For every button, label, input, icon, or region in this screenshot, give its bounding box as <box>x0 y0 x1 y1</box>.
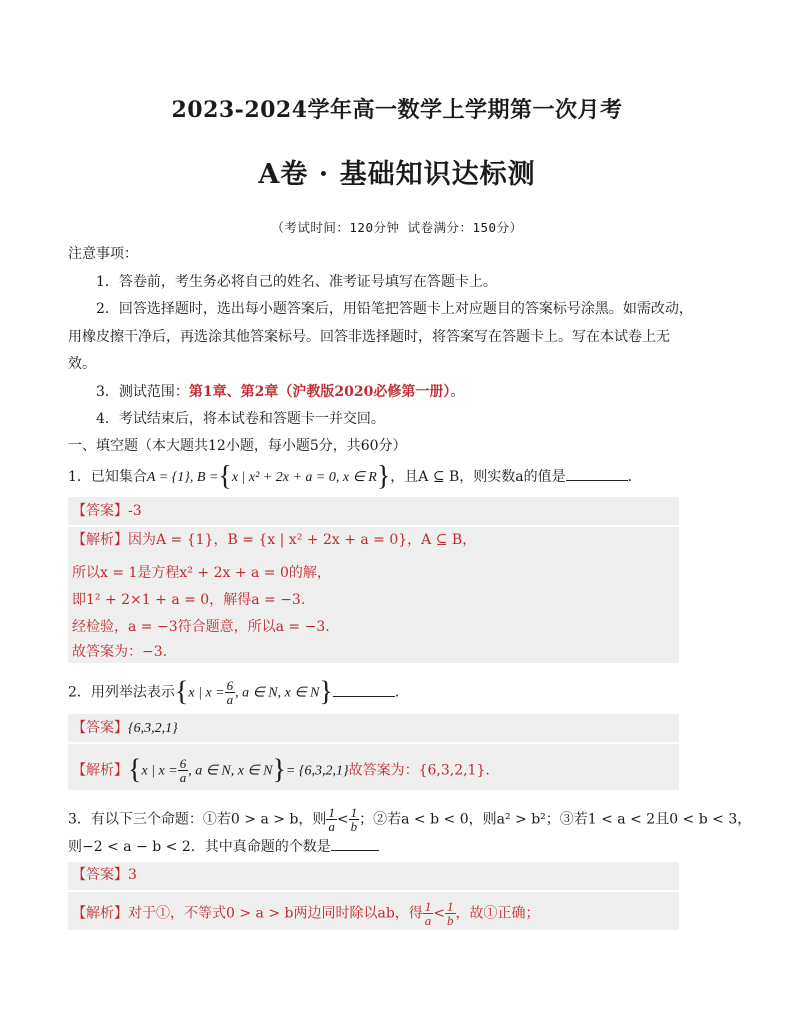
fraction <box>423 900 434 927</box>
exam-info: （考试时间：120分钟 试卷满分：150分） <box>271 220 523 235</box>
q3-analysis <box>72 900 540 927</box>
q2-prefix: 2．用列举法表示 <box>68 684 175 701</box>
answer-label: 【答案】 <box>72 503 128 519</box>
right-brace-icon: } <box>319 676 333 708</box>
right-brace-icon: } <box>376 461 391 492</box>
left-brace-icon: { <box>218 461 232 492</box>
q3-line2: 则−2 < a − b < 2．其中真命题的个数是 <box>68 839 331 855</box>
analysis-label: 【解析】 <box>72 532 128 548</box>
analysis-text-end: ，故①正确； <box>455 905 540 922</box>
q2-answer <box>72 718 178 739</box>
fraction-denominator: a <box>424 913 432 928</box>
note-item-3-prefix: 3．测试范围： <box>96 384 189 400</box>
note-item-4: 4．考试结束后，将本试卷和答题卡一并交回。 <box>96 411 385 427</box>
answer-value: -3 <box>128 503 142 519</box>
q2-analysis <box>72 754 490 786</box>
answer-blank[interactable] <box>333 682 395 697</box>
fraction <box>445 900 456 927</box>
test-range: 第1章、第2章（沪教版2020必修第一册） <box>188 384 451 400</box>
section-heading: 一、填空题（本大题共12小题，每小题5分，共60分） <box>68 438 407 454</box>
fraction-denominator: b <box>447 913 454 928</box>
answer-band <box>68 497 679 525</box>
less-than: < <box>336 811 349 828</box>
fraction <box>349 806 360 833</box>
note-item-3-suffix: 。 <box>450 384 465 400</box>
note-item-2-line-1: 2．回答选择题时，选出每小题答案后，用铅笔把答题卡上对应题目的答案标号涂黑。如需改动， <box>96 301 693 317</box>
answer-label: 【答案】 <box>72 867 128 883</box>
fraction-denominator: a <box>179 770 187 785</box>
fraction-numerator: 1 <box>328 805 335 820</box>
notes-heading: 注意事项： <box>68 246 138 262</box>
fraction-numerator: 6 <box>226 678 234 693</box>
analysis-label: 【解析】 <box>72 905 128 922</box>
fraction-numerator: 1 <box>447 899 454 914</box>
q2-set-pre: x | x = <box>188 685 225 701</box>
right-brace-icon: } <box>272 754 286 786</box>
answer-blank[interactable] <box>566 466 628 481</box>
left-brace-icon: { <box>128 754 142 786</box>
q3-answer <box>72 865 137 885</box>
answer-value: {6,3,2,1} <box>128 721 178 736</box>
fraction <box>178 757 189 784</box>
question-3-line-2 <box>68 836 379 857</box>
note-item-1: 1．答卷前，考生务必将自己的姓名、准考证号填写在答题卡上。 <box>96 274 497 290</box>
q2-analysis-tail: 故答案为：{6,3,2,1}. <box>348 762 490 779</box>
fraction <box>225 679 236 706</box>
q1-analysis-line-4: 经检验，a = −3符合题意，所以a = −3. <box>72 619 330 635</box>
q1-analysis-line-5: 故答案为：−3. <box>72 644 168 660</box>
exam-title: 2023-2024学年高一数学上学期第一次月考 <box>171 97 623 123</box>
answer-value: 3 <box>128 867 137 883</box>
fraction-numerator: 1 <box>350 805 358 820</box>
question-3-line-1 <box>68 806 751 833</box>
exam-subtitle: A卷 · 基础知识达标测 <box>258 159 536 190</box>
q2-analysis-eq: = {6,3,2,1} <box>285 763 349 779</box>
q2-analysis-set-post: , a ∈ N, x ∈ N <box>188 763 273 779</box>
analysis-text: 对于①，不等式0 > a > b两边同时除以ab，得 <box>128 905 423 922</box>
answer-blank[interactable] <box>331 836 379 851</box>
fraction-denominator: a <box>328 819 335 834</box>
fraction-numerator: 1 <box>424 899 432 914</box>
q1-answer <box>72 501 142 521</box>
fraction-numerator: 6 <box>179 756 187 771</box>
q2-analysis-set-pre: x | x = <box>141 763 178 779</box>
analysis-label: 【解析】 <box>72 762 128 779</box>
note-item-2-line-2: 用橡皮擦干净后，再选涂其他答案标号。回答非选择题时，将答案写在答题卡上。写在本试卷上无 <box>68 329 670 345</box>
note-item-2-line-3: 效。 <box>68 356 96 372</box>
question-2 <box>68 676 409 708</box>
q1-analysis-line-2: 所以x = 1是方程x² + 2x + a = 0的解， <box>72 565 331 581</box>
q1-prefix: 1．已知集合 <box>68 469 147 485</box>
less-than: < <box>433 905 446 922</box>
note-item-3 <box>96 382 464 402</box>
q1-set-b-body: x | x² + 2x + a = 0, x ∈ R <box>231 470 377 485</box>
q3-line1-a: 3．有以下三个命题：①若0 > a > b，则 <box>68 811 327 828</box>
q1-mid: ，且A ⊆ B，则实数a的值是 <box>390 469 566 485</box>
q1-set-a: A = {1} <box>146 470 190 485</box>
answer-label: 【答案】 <box>72 720 128 736</box>
q2-set-post: , a ∈ N, x ∈ N <box>235 685 320 701</box>
left-brace-icon: { <box>174 676 189 708</box>
q1-end: ． <box>627 469 642 485</box>
analysis-text: 因为A = {1}，B = {x | x² + 2x + a = 0}，A ⊆ B， <box>128 532 477 548</box>
q1-analysis-line-3: 即1² + 2×1 + a = 0，解得a = −3. <box>72 592 306 608</box>
q2-end: ． <box>394 684 409 701</box>
fraction-denominator: a <box>226 692 234 707</box>
answer-band <box>68 862 679 890</box>
q1-analysis-line-1 <box>72 530 476 550</box>
q3-line1-b: ；②若a < b < 0，则a² > b²；③若1 < a < 2且0 < b < 3， <box>359 811 752 828</box>
question-1 <box>68 461 642 492</box>
fraction <box>326 806 337 833</box>
q1-set-b-open: , B = <box>189 470 219 485</box>
fraction-denominator: b <box>350 819 358 834</box>
